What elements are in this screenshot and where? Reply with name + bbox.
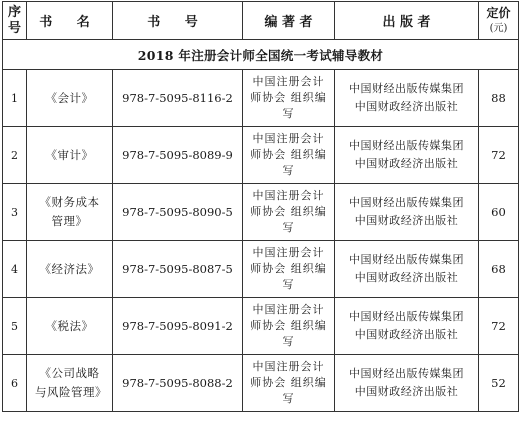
book-isbn: 978-7-5095-8087-5	[113, 241, 243, 298]
textbook-table	[2, 1, 519, 412]
header-name: 书 名	[27, 2, 113, 40]
book-publisher	[335, 355, 479, 412]
row-number: 5	[3, 298, 27, 355]
table-row	[3, 70, 519, 127]
table-row	[3, 127, 519, 184]
section-title: 2018 年注册会计师全国统一考试辅导教材	[3, 40, 519, 70]
book-author: 中国注册会计师协会 组织编写	[243, 127, 335, 184]
publisher-line-1: 中国财经出版传媒集团	[349, 253, 464, 266]
book-name: 《经济法》	[27, 241, 113, 298]
publisher-line-2: 中国财政经济出版社	[354, 100, 459, 113]
book-price: 72	[479, 127, 519, 184]
book-name: 《公司战略与风险管理》	[27, 355, 113, 412]
publisher-line-1: 中国财经出版传媒集团	[349, 367, 464, 380]
table-row	[3, 241, 519, 298]
publisher-line-2: 中国财政经济出版社	[354, 328, 459, 341]
book-author: 中国注册会计师协会 组织编写	[243, 184, 335, 241]
book-name: 《财务成本管理》	[27, 184, 113, 241]
book-publisher	[335, 184, 479, 241]
book-publisher	[335, 127, 479, 184]
book-name: 《税法》	[27, 298, 113, 355]
table-row	[3, 355, 519, 412]
header-isbn: 书 号	[113, 2, 243, 40]
publisher-line-2: 中国财政经济出版社	[354, 157, 459, 170]
book-publisher	[335, 241, 479, 298]
section-row	[3, 40, 519, 70]
publisher-line-1: 中国财经出版传媒集团	[349, 82, 464, 95]
row-number: 3	[3, 184, 27, 241]
book-publisher	[335, 298, 479, 355]
book-isbn: 978-7-5095-8089-9	[113, 127, 243, 184]
book-name: 《会计》	[27, 70, 113, 127]
table-row	[3, 184, 519, 241]
row-number: 6	[3, 355, 27, 412]
publisher-line-2: 中国财政经济出版社	[354, 385, 459, 398]
header-row	[3, 2, 519, 40]
header-price: 定价 (元)	[479, 2, 519, 40]
book-price: 72	[479, 298, 519, 355]
publisher-line-2: 中国财政经济出版社	[354, 271, 459, 284]
publisher-line-1: 中国财经出版传媒集团	[349, 139, 464, 152]
book-isbn: 978-7-5095-8091-2	[113, 298, 243, 355]
book-isbn: 978-7-5095-8088-2	[113, 355, 243, 412]
publisher-line-1: 中国财经出版传媒集团	[349, 310, 464, 323]
table-body	[3, 70, 519, 412]
header-publisher: 出 版 者	[335, 2, 479, 40]
book-isbn: 978-7-5095-8090-5	[113, 184, 243, 241]
header-seq: 序 号	[3, 2, 27, 40]
book-publisher	[335, 70, 479, 127]
header-author: 编 著 者	[243, 2, 335, 40]
table-row	[3, 298, 519, 355]
book-price: 60	[479, 184, 519, 241]
book-author: 中国注册会计师协会 组织编写	[243, 355, 335, 412]
book-isbn: 978-7-5095-8116-2	[113, 70, 243, 127]
row-number: 1	[3, 70, 27, 127]
book-price: 88	[479, 70, 519, 127]
book-name: 《审计》	[27, 127, 113, 184]
row-number: 4	[3, 241, 27, 298]
publisher-line-1: 中国财经出版传媒集团	[349, 196, 464, 209]
book-author: 中国注册会计师协会 组织编写	[243, 241, 335, 298]
book-price: 68	[479, 241, 519, 298]
book-price: 52	[479, 355, 519, 412]
row-number: 2	[3, 127, 27, 184]
book-author: 中国注册会计师协会 组织编写	[243, 298, 335, 355]
publisher-line-2: 中国财政经济出版社	[354, 214, 459, 227]
book-author: 中国注册会计师协会 组织编写	[243, 70, 335, 127]
